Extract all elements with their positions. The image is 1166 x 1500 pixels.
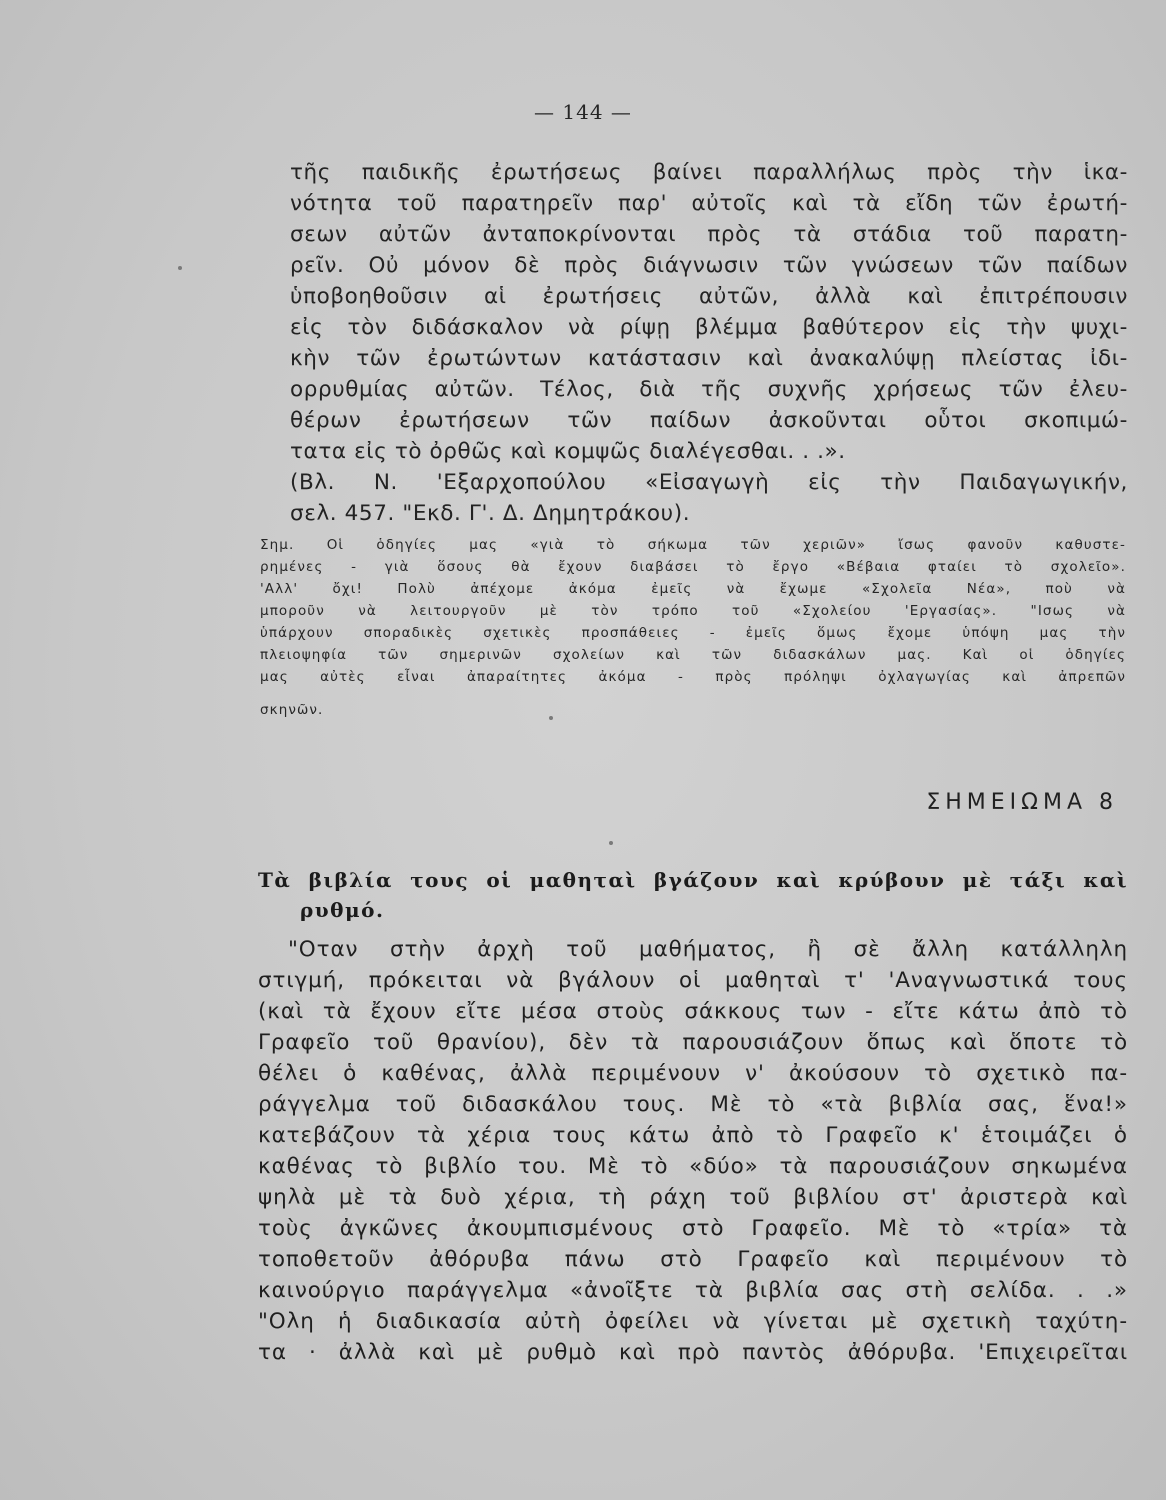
- note-line: μποροῦν νὰ λειτουργοῦν μὲ τὸν τρόπο τοῦ «Σχολείου 'Εργασίας». "Ισως νὰ: [260, 603, 1126, 619]
- note-line: ρημένες - γιὰ ὅσους θὰ ἔχουν διαβάσει τὸ ἔργο «Βέβαια φταίει τὸ σχολεῖο».: [260, 559, 1126, 575]
- body-line: θέλει ὁ καθένας, ἀλλὰ περιμένουν ν' ἀκούσουν τὸ σχετικὸ πα-: [258, 1061, 1128, 1086]
- scan-speck: [609, 841, 613, 845]
- quote-line: νότητα τοῦ παρατηρεῖν παρ' αὐτοῖς καὶ τὰ εἴδη τῶν ἐρωτή-: [290, 191, 1128, 216]
- page-number: — 144 —: [534, 100, 632, 124]
- quote-line: κὴν τῶν ἐρωτώντων κατάστασιν καὶ ἀνακαλύψῃ πλείστας ἰδι-: [290, 346, 1128, 371]
- body-line: (καὶ τὰ ἔχουν εἴτε μέσα στοὺς σάκκους των - εἴτε κάτω ἀπὸ τὸ: [258, 999, 1128, 1024]
- body-line: καθένας τὸ βιβλίο του. Μὲ τὸ «δύο» τὰ παρουσιάζουν σηκωμένα: [258, 1154, 1128, 1179]
- note-line: 'Αλλ' ὄχι! Πολὺ ἀπέχομε ἀκόμα ἐμεῖς νὰ ἔχωμε «Σχολεῖα Νέα», ποὺ νὰ: [260, 581, 1126, 597]
- body-line: κατεβάζουν τὰ χέρια τους κάτω ἀπὸ τὸ Γραφεῖο κ' ἑτοιμάζει ὁ: [258, 1123, 1128, 1148]
- body-line: τοὺς ἀγκῶνες ἀκουμπισμένους στὸ Γραφεῖο. Μὲ τὸ «τρία» τὰ: [258, 1216, 1128, 1241]
- quote-line: σεων αὐτῶν ἀνταποκρίνονται πρὸς τὰ στάδια τοῦ παρατη-: [290, 222, 1128, 247]
- body-line: καινούργιο παράγγελμα «ἀνοῖξτε τὰ βιβλία σας στὴ σελίδα. . .»: [258, 1278, 1128, 1303]
- note-line: ὑπάρχουν σποραδικὲς σχετικὲς προσπάθειες - ἐμεῖς ὅμως ἔχομε ὑπόψη μας τὴν: [260, 625, 1126, 641]
- quote-line: θέρων ἐρωτήσεων τῶν παίδων ἀσκοῦνται οὗτοι σκοπιμώ-: [290, 408, 1128, 433]
- quote-line: ορρυθμίας αὐτῶν. Τέλος, διὰ τῆς συχνῆς χρήσεως τῶν ἐλευ-: [290, 377, 1128, 402]
- body-line: "Ολη ἡ διαδικασία αὐτὴ ὀφείλει νὰ γίνεται μὲ σχετικὴ ταχύτη-: [258, 1309, 1128, 1334]
- section-heading: ΣΗΜΕΙΩΜΑ 8: [926, 790, 1118, 815]
- quote-line: τῆς παιδικῆς ἐρωτήσεως βαίνει παραλλήλως πρὸς τὴν ἱκα-: [290, 160, 1128, 185]
- note-line: σκηνῶν.: [260, 702, 324, 718]
- note-line: πλειοψηφία τῶν σημερινῶν σχολείων καὶ τῶν διδασκάλων μας. Καὶ οἱ ὁδηγίες: [260, 647, 1126, 663]
- body-line: "Οταν στὴν ἀρχὴ τοῦ μαθήματος, ἢ σὲ ἄλλη κατάλληλη: [288, 937, 1128, 962]
- quote-line: ὑποβοηθοῦσιν αἱ ἐρωτήσεις αὐτῶν, ἀλλὰ καὶ ἐπιτρέπουσιν: [290, 284, 1128, 309]
- body-line: ράγγελμα τοῦ διδασκάλου τους. Μὲ τὸ «τὰ βιβλία σας, ἕνα!»: [258, 1092, 1128, 1117]
- note-line: μας αὐτὲς εἶναι ἀπαραίτητες ἀκόμα - πρὸς πρόληψι ὀχλαγωγίας καὶ ἀπρεπῶν: [260, 669, 1126, 685]
- scan-speck: [178, 266, 182, 270]
- scan-speck: [549, 716, 553, 720]
- subtitle-line: Τὰ βιβλία τους οἱ μαθηταὶ βγάζουν καὶ κρύβουν μὲ τάξι καὶ: [258, 868, 1128, 892]
- quote-line: ρεῖν. Οὐ μόνον δὲ πρὸς διάγνωσιν τῶν γνώσεων τῶν παίδων: [290, 253, 1128, 278]
- citation-line: (Βλ. Ν. 'Εξαρχοπούλου «Εἰσαγωγὴ εἰς τὴν Παιδαγωγικήν,: [290, 470, 1128, 495]
- quote-line: τατα εἰς τὸ ὀρθῶς καὶ κομψῶς διαλέγεσθαι. . .».: [290, 439, 846, 464]
- citation-line: σελ. 457. "Εκδ. Γ'. Δ. Δημητράκου).: [290, 501, 691, 526]
- body-line: Γραφεῖο τοῦ θρανίου), δὲν τὰ παρουσιάζουν ὅπως καὶ ὅποτε τὸ: [258, 1030, 1128, 1055]
- subtitle-line: ρυθμό.: [300, 898, 385, 922]
- body-line: στιγμή, πρόκειται νὰ βγάλουν οἱ μαθηταὶ τ' 'Αναγνωστικά τους: [258, 968, 1128, 993]
- note-line: Σημ. Οἱ ὁδηγίες μας «γιὰ τὸ σήκωμα τῶν χεριῶν» ἴσως φανοῦν καθυστε-: [260, 537, 1126, 553]
- quote-line: εἰς τὸν διδάσκαλον νὰ ρίψῃ βλέμμα βαθύτερον εἰς τὴν ψυχι-: [290, 315, 1128, 340]
- body-line: τα · ἀλλὰ καὶ μὲ ρυθμὸ καὶ πρὸ παντὸς ἀθόρυβα. 'Επιχειρεῖται: [258, 1340, 1128, 1365]
- body-line: ψηλὰ μὲ τὰ δυὸ χέρια, τὴ ράχη τοῦ βιβλίου στ' ἀριστερὰ καὶ: [258, 1185, 1128, 1210]
- body-line: τοποθετοῦν ἀθόρυβα πάνω στὸ Γραφεῖο καὶ περιμένουν τὸ: [258, 1247, 1128, 1272]
